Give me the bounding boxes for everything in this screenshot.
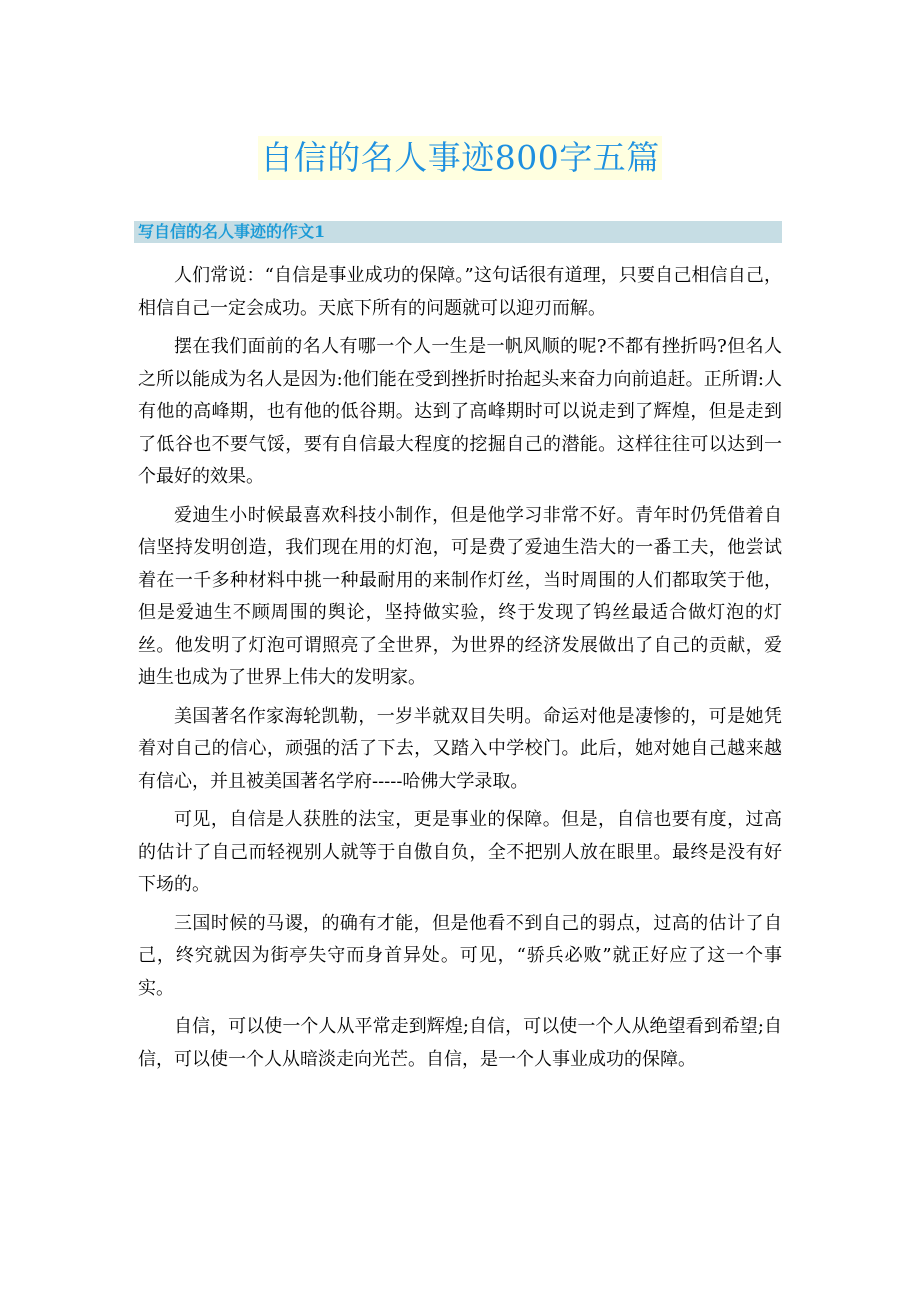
paragraph-1: 人们常说：“自信是事业成功的保障。”这句话很有道理，只要自己相信自己，相信自己一定会成功。天底下所有的问题就可以迎刃而解。: [138, 265, 782, 319]
page-title: 自信的名人事迹800字五篇: [258, 136, 662, 180]
paragraph-6: 三国时候的马谡，的确有才能，但是他看不到自己的弱点，过高的估计了自己，终究就因为街亭失守而身首异处。可见，“骄兵必败”就正好应了这一个事实。: [138, 912, 782, 999]
title-wrapper: [0, 136, 920, 180]
section-heading: 写自信的名人事迹的作文1: [134, 221, 782, 243]
paragraph-2: 摆在我们面前的名人有哪一个人一生是一帆风顺的呢?不都有挫折吗?但名人之所以能成为名人是因为:他们能在受到挫折时抬起头来奋力向前追赶。正所谓:人有他的高峰期，也有他的低谷期。达到了高峰期时可以说走到了辉煌，但是走到了低谷也不要气馁，要有自信最大程度的挖掘自己的潜能。这样往往可以达到一个最好的效果。: [138, 336, 782, 487]
paragraph-3: 爱迪生小时候最喜欢科技小制作，但是他学习非常不好。青年时仍凭借着自信坚持发明创造，我们现在用的灯泡，可是费了爱迪生浩大的一番工夫，他尝试着在一千多种材料中挑一种最耐用的来制作灯丝，当时周围的人们都取笑于他，但是爱迪生不顾周围的舆论，坚持做实验，终于发现了钨丝最适合做灯泡的灯丝。他发明了灯泡可谓照亮了全世界，为世界的经济发展做出了自己的贡献，爱迪生也成为了世界上伟大的发明家。: [138, 504, 782, 688]
paragraph-5: 可见，自信是人获胜的法宝，更是事业的保障。但是，自信也要有度，过高的估计了自己而轻视别人就等于自傲自负，全不把别人放在眼里。最终是没有好下场的。: [138, 809, 782, 895]
paragraph-7: 自信，可以使一个人从平常走到辉煌;自信，可以使一个人从绝望看到希望;自信，可以使一个人从暗淡走向光芒。自信，是一个人事业成功的保障。: [138, 1016, 782, 1070]
article-body: [138, 260, 782, 1082]
paragraph-4: 美国著名作家海轮凯勒，一岁半就双目失明。命运对他是凄惨的，可是她凭着对自己的信心，顽强的活了下去，又踏入中学校门。此后，她对她自己越来越有信心，并且被美国著名学府-----哈佛大学录取。: [138, 705, 782, 792]
